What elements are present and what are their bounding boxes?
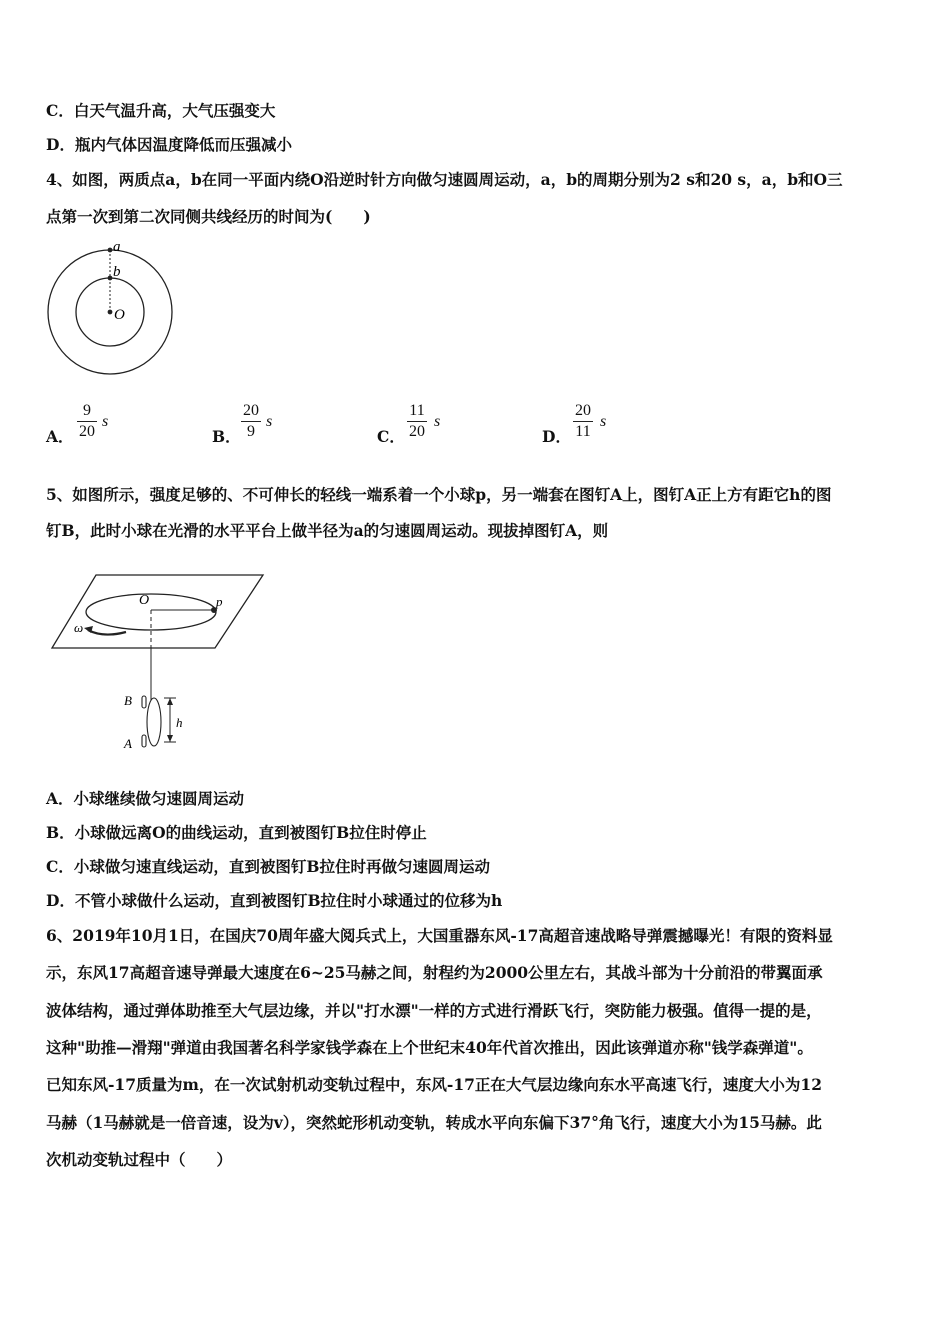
q3-option-d: D．瓶内气体因温度降低而压强减小 — [46, 135, 292, 154]
q6-stem-line4: 这种"助推—滑翔"弹道由我国著名科学家钱学森在上个世纪末40年代首次推出，因此该弹道亦称"钱学森弹道"。 — [46, 1038, 813, 1057]
q5-label-b: B — [124, 693, 132, 708]
q5-option-a: A．小球继续做匀速圆周运动 — [46, 789, 245, 808]
q4-label-o: O — [114, 307, 125, 323]
q5-label-a: A — [124, 736, 132, 751]
q4-circles-figure — [44, 238, 179, 378]
q4-option-a-unit: s — [102, 413, 109, 430]
q4-option-b-num: 20 — [243, 402, 259, 419]
q4-option-a-letter: A． — [46, 427, 74, 446]
q4-option-d-letter: D． — [542, 427, 571, 446]
q4-stem-line2: 点第一次到第二次同侧共线经历的时间为( ) — [46, 207, 371, 226]
q4-option-b-den: 9 — [247, 423, 255, 440]
q6-stem-line6: 马赫（1马赫就是一倍音速，设为v），突然蛇形机动变轨，转成水平向东偏下37°角飞行，速度大小为15马赫。此 — [46, 1113, 822, 1132]
q4-option-d-num: 20 — [575, 402, 591, 419]
q6-stem-line1: 6、2019年10月1日，在国庆70周年盛大阅兵式上，大国重器东风-17高超音速战略导弹震撼曝光！有限的资料显 — [46, 926, 833, 945]
q5-option-d: D．不管小球做什么运动，直到被图钉B拉住时小球通过的位移为h — [46, 891, 503, 910]
q4-option-a-den: 20 — [79, 423, 95, 440]
q6-stem-line7: 次机动变轨过程中（ ） — [46, 1150, 233, 1169]
q6-stem-line3: 波体结构，通过弹体助推至大气层边缘，并以"打水漂"一样的方式进行滑跃飞行，突防能力极强。值得一提的是， — [46, 1001, 822, 1020]
q5-platform — [52, 575, 263, 648]
q4-option-d-fraction — [573, 402, 593, 441]
q4-option-b-letter: B． — [212, 427, 241, 446]
q5-option-c: C．小球做匀速直线运动，直到被图钉B拉住时再做匀速圆周运动 — [46, 857, 490, 876]
q4-option-a-num: 9 — [83, 402, 91, 419]
q4-option-d-den: 11 — [575, 423, 591, 440]
q6-stem-line5: 已知东风-17质量为m，在一次试射机动变轨过程中，东风-17正在大气层边缘向东水平高速飞行，速度大小为12 — [46, 1075, 822, 1094]
q4-option-c-letter: C． — [377, 427, 405, 446]
q4-stem-line1: 4、如图，两质点a，b在同一平面内绕O沿逆时针方向做匀速圆周运动，a，b的周期分别为2 s和20 s，a，b和O三 — [46, 170, 843, 189]
q6-stem-line2: 示，东风17高超音速导弹最大速度在6~25马赫之间，射程约为2000公里左右，其战斗部为十分前沿的带翼面承 — [46, 963, 823, 982]
q4-label-b: b — [113, 264, 121, 280]
q4-label-a: a — [113, 239, 121, 255]
q4-option-c-den: 20 — [409, 423, 425, 440]
q4-option-b-unit: s — [266, 413, 273, 430]
q5-label-omega: ω — [74, 620, 84, 635]
q4-point-a — [108, 248, 113, 253]
q4-option-a-fraction — [77, 402, 97, 441]
q5-label-p: p — [216, 594, 223, 609]
q5-label-o: O — [139, 593, 150, 608]
q5-stem-line1: 5、如图所示，强度足够的、不可伸长的轻线一端系着一个小球p，另一端套在图钉A上，图钉A正上方有距它h的图 — [46, 485, 832, 504]
q4-option-d-unit: s — [600, 413, 607, 430]
q5-omega-arrow — [88, 630, 126, 635]
q3-option-c: C．白天气温升高，大气压强变大 — [46, 101, 276, 120]
q4-point-o — [108, 310, 113, 315]
q4-option-c-num: 11 — [409, 402, 425, 419]
q5-platform-figure — [48, 570, 268, 755]
q4-point-b — [108, 276, 113, 281]
q5-option-b: B．小球做远离O的曲线运动，直到被图钉B拉住时停止 — [46, 823, 427, 842]
q5-stem-line2: 钉B，此时小球在光滑的水平平台上做半径为a的匀速圆周运动。现拔掉图钉A，则 — [46, 521, 609, 540]
q5-pin-a — [142, 735, 146, 747]
q4-option-b-fraction — [241, 402, 261, 441]
q4-option-c-unit: s — [434, 413, 441, 430]
q5-thread-loop — [147, 698, 161, 746]
q5-pin-b — [142, 696, 146, 708]
q4-option-c-fraction — [407, 402, 427, 441]
q5-label-h: h — [176, 715, 183, 730]
